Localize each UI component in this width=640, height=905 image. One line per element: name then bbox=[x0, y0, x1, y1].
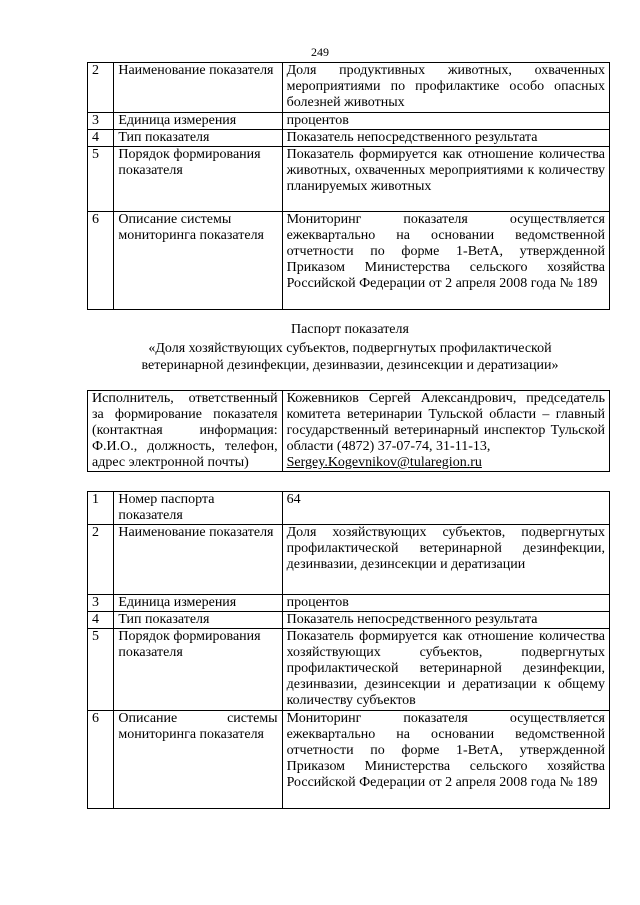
table-row bbox=[88, 711, 610, 809]
responsible-contact: Кожевников Сергей Александрович, председатель комитета ветеринарии Тульской области – главный государственный ветеринарный инспектор Тульской области (4872) 37-07-74, 31-11-13, bbox=[286, 391, 605, 454]
table-row bbox=[88, 595, 610, 612]
row-label: Тип показателя bbox=[114, 130, 282, 147]
responsible-label: Исполнитель, ответственный за формирование показателя (контактная информация: Ф.И.О., должность, телефон, адрес электронной почты) bbox=[88, 391, 283, 472]
passport-subtitle: «Доля хозяйствующих субъектов, подвергнутых профилактической bbox=[148, 341, 552, 356]
table-row bbox=[88, 212, 610, 310]
responsible-value bbox=[282, 391, 609, 472]
row-number: 3 bbox=[88, 595, 114, 612]
row-number: 4 bbox=[88, 612, 114, 629]
row-label: Наименование показателя bbox=[114, 525, 282, 595]
row-label: Порядок формирования показателя bbox=[114, 629, 282, 711]
passport-subtitle: ветеринарной дезинфекции, дезинвазии, дезинсекции и дератизации» bbox=[141, 358, 559, 373]
table-row bbox=[88, 63, 610, 113]
row-number: 4 bbox=[88, 130, 114, 147]
row-number: 1 bbox=[88, 492, 114, 525]
row-number: 2 bbox=[88, 525, 114, 595]
responsible-table bbox=[87, 390, 610, 472]
row-value: Мониторинг показателя осуществляется ежеквартально на основании ведомственной отчетности по форме 1-ВетА, утвержденной Приказом Министерства сельского хозяйства Российской Федерации от 2 апреля 2008 года № 189 bbox=[282, 212, 609, 310]
row-number: 3 bbox=[88, 113, 114, 130]
table-row bbox=[88, 130, 610, 147]
row-label: Номер паспорта показателя bbox=[114, 492, 282, 525]
row-value: Показатель формируется как отношение количества хозяйствующих субъектов, подвергнутых профилактической ветеринарной дезинфекции, дезинвазии, дезинсекции и дератизации к общему количеству субъектов bbox=[282, 629, 609, 711]
row-value: процентов bbox=[282, 595, 609, 612]
row-number: 5 bbox=[88, 629, 114, 711]
row-number: 5 bbox=[88, 147, 114, 212]
row-label: Тип показателя bbox=[114, 612, 282, 629]
row-number: 6 bbox=[88, 711, 114, 809]
row-label: Единица измерения bbox=[114, 595, 282, 612]
row-label: Описание системы мониторинга показателя bbox=[114, 212, 282, 310]
passport-heading: Паспорт показателя bbox=[291, 322, 409, 337]
row-number: 2 bbox=[88, 63, 114, 113]
indicator-table-2 bbox=[87, 491, 610, 809]
row-value: Показатель непосредственного результата bbox=[282, 612, 609, 629]
responsible-email-link[interactable]: Sergey.Kogevnikov@tularegion.ru bbox=[286, 455, 482, 470]
table-row bbox=[88, 612, 610, 629]
row-value: Показатель формируется как отношение количества животных, охваченных мероприятиями к количеству планируемых животных bbox=[282, 147, 609, 212]
table-row bbox=[88, 525, 610, 595]
row-value: процентов bbox=[282, 113, 609, 130]
row-value: Мониторинг показателя осуществляется ежеквартально на основании ведомственной отчетности по форме 1-ВетА, утвержденной Приказом Министерства сельского хозяйства Российской Федерации от 2 апреля 2008 года № 189 bbox=[282, 711, 609, 809]
table-row bbox=[88, 629, 610, 711]
row-label: Единица измерения bbox=[114, 113, 282, 130]
table-row bbox=[88, 492, 610, 525]
row-value: Доля продуктивных животных, охваченных мероприятиями по профилактике особо опасных болезней животных bbox=[282, 63, 609, 113]
page-number: 249 bbox=[311, 45, 329, 59]
row-value: 64 bbox=[282, 492, 609, 525]
row-value: Показатель непосредственного результата bbox=[282, 130, 609, 147]
row-label: Порядок формирования показателя bbox=[114, 147, 282, 212]
table-row bbox=[88, 147, 610, 212]
row-number: 6 bbox=[88, 212, 114, 310]
row-label: Описание системы мониторинга показателя bbox=[114, 711, 282, 809]
row-value: Доля хозяйствующих субъектов, подвергнутых профилактической ветеринарной дезинфекции, дезинвазии, дезинсекции и дератизации bbox=[282, 525, 609, 595]
table-row bbox=[88, 391, 610, 472]
table-row bbox=[88, 113, 610, 130]
indicator-table-1 bbox=[87, 62, 610, 310]
row-label: Наименование показателя bbox=[114, 63, 282, 113]
